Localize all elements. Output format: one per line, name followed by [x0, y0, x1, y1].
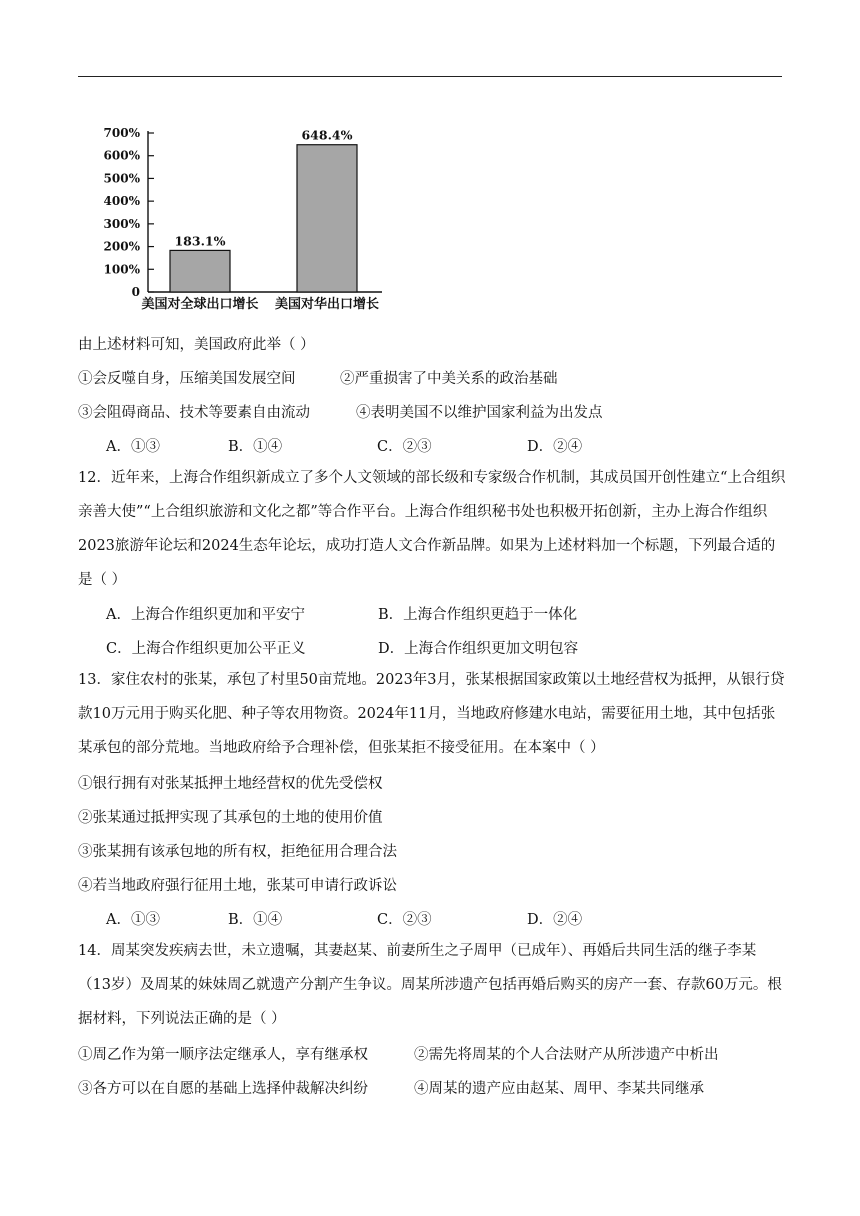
- q11-statement-4: ④表明美国不以维护国家利益为出发点: [356, 405, 603, 421]
- bar-data-label: 183.1%: [174, 233, 226, 249]
- q13-option-d[interactable]: D．②④: [527, 912, 583, 928]
- q13-option-a[interactable]: A．①③: [106, 912, 160, 928]
- q11-stem: 由上述材料可知，美国政府此举（ ）: [78, 337, 315, 353]
- q13-statement-1: ①银行拥有对张某抵押土地经营权的优先受偿权: [78, 776, 383, 792]
- bars: [141, 128, 379, 312]
- q12-stem: 12．近年来，上海合作组织新成立了多个人文领域的部长级和专家级合作机制，其成员国开创性建立“上合组织亲善大使”“上合组织旅游和文化之都”等合作平台。上海合作组织秘书处也积极开拓创新，主办上海合作组织2023旅游年论坛和2024生态年论坛，成功打造人文合作新品牌。如果为上述材料加一个标题，下列最合适的是（ ）: [78, 470, 786, 588]
- q12-option-d[interactable]: D．上海合作组织更加文明包容: [378, 641, 579, 657]
- q14-statement-1: ①周乙作为第一顺序法定继承人，享有继承权: [78, 1047, 368, 1063]
- y-tick-label: 300%: [103, 216, 140, 231]
- q12-option-a[interactable]: A．上海合作组织更加和平安宁: [106, 607, 305, 623]
- category-label: 美国对华出口增长: [274, 297, 380, 312]
- q12-option-b[interactable]: B．上海合作组织更趋于一体化: [378, 607, 578, 623]
- y-tick-label: 200%: [103, 239, 140, 254]
- q12-option-c[interactable]: C．上海合作组织更加公平正义: [106, 641, 306, 657]
- q11-option-d[interactable]: D．②④: [527, 439, 583, 455]
- q11-option-a[interactable]: A．①③: [106, 439, 160, 455]
- y-tick-label: 100%: [103, 262, 140, 277]
- y-tick-label: 600%: [103, 148, 140, 163]
- y-tick-label: 500%: [103, 171, 140, 186]
- q11-option-b[interactable]: B．①④: [228, 439, 283, 455]
- q11-statement-2: ②严重损害了中美关系的政治基础: [340, 371, 558, 387]
- q13-statement-3: ③张某拥有该承包地的所有权，拒绝征用合理合法: [78, 844, 397, 860]
- q13-option-b[interactable]: B．①④: [228, 912, 283, 928]
- category-label: 美国对全球出口增长: [141, 297, 259, 312]
- q11-statement-1: ①会反噬自身，压缩美国发展空间: [78, 371, 296, 387]
- y-tick-label: 400%: [103, 194, 140, 209]
- q13-statement-4: ④若当地政府强行征用土地，张某可申请行政诉讼: [78, 878, 397, 894]
- q13-option-c[interactable]: C．②③: [377, 912, 432, 928]
- q14-statement-2: ②需先将周某的个人合法财产从所涉遗产中析出: [414, 1047, 719, 1063]
- q13-statement-2: ②张某通过抵押实现了其承包的土地的使用价值: [78, 810, 383, 826]
- q13-stem: 13．家住农村的张某，承包了村里50亩荒地。2023年3月，张某根据国家政策以土地经营权为抵押，从银行贷款10万元用于购买化肥、种子等农用物资。2024年11月，当地政府修建水电站，需要征用土地，其中包括张某承包的部分荒地。当地政府给予合理补偿，但张某拒不接受征用。在本案中（ ）: [78, 672, 785, 756]
- q11-option-c[interactable]: C．②③: [377, 439, 432, 455]
- bar-data-label: 648.4%: [301, 127, 353, 143]
- q14-stem: 14．周某突发疾病去世，未立遗嘱，其妻赵某、前妻所生之子周甲（已成年）、再婚后共同生活的继子李某（13岁）及周某的妹妹周乙就遗产分割产生争议。周某所涉遗产包括再婚后购买的房产一套、存款60万元。根据材料，下列说法正确的是（ ）: [78, 943, 782, 1027]
- export-growth-bar-chart: [92, 112, 412, 317]
- y-tick-label: 700%: [103, 126, 140, 140]
- bar: [297, 145, 357, 292]
- q11-statement-3: ③会阻碍商品、技术等要素自由流动: [78, 405, 310, 421]
- y-tick-label: 0: [131, 285, 140, 299]
- q14-statement-3: ③各方可以在自愿的基础上选择仲裁解决纠纷: [78, 1081, 368, 1097]
- q14-statement-4: ④周某的遗产应由赵某、周甲、李某共同继承: [414, 1081, 704, 1097]
- header-rule: [78, 76, 782, 77]
- bar: [170, 250, 230, 292]
